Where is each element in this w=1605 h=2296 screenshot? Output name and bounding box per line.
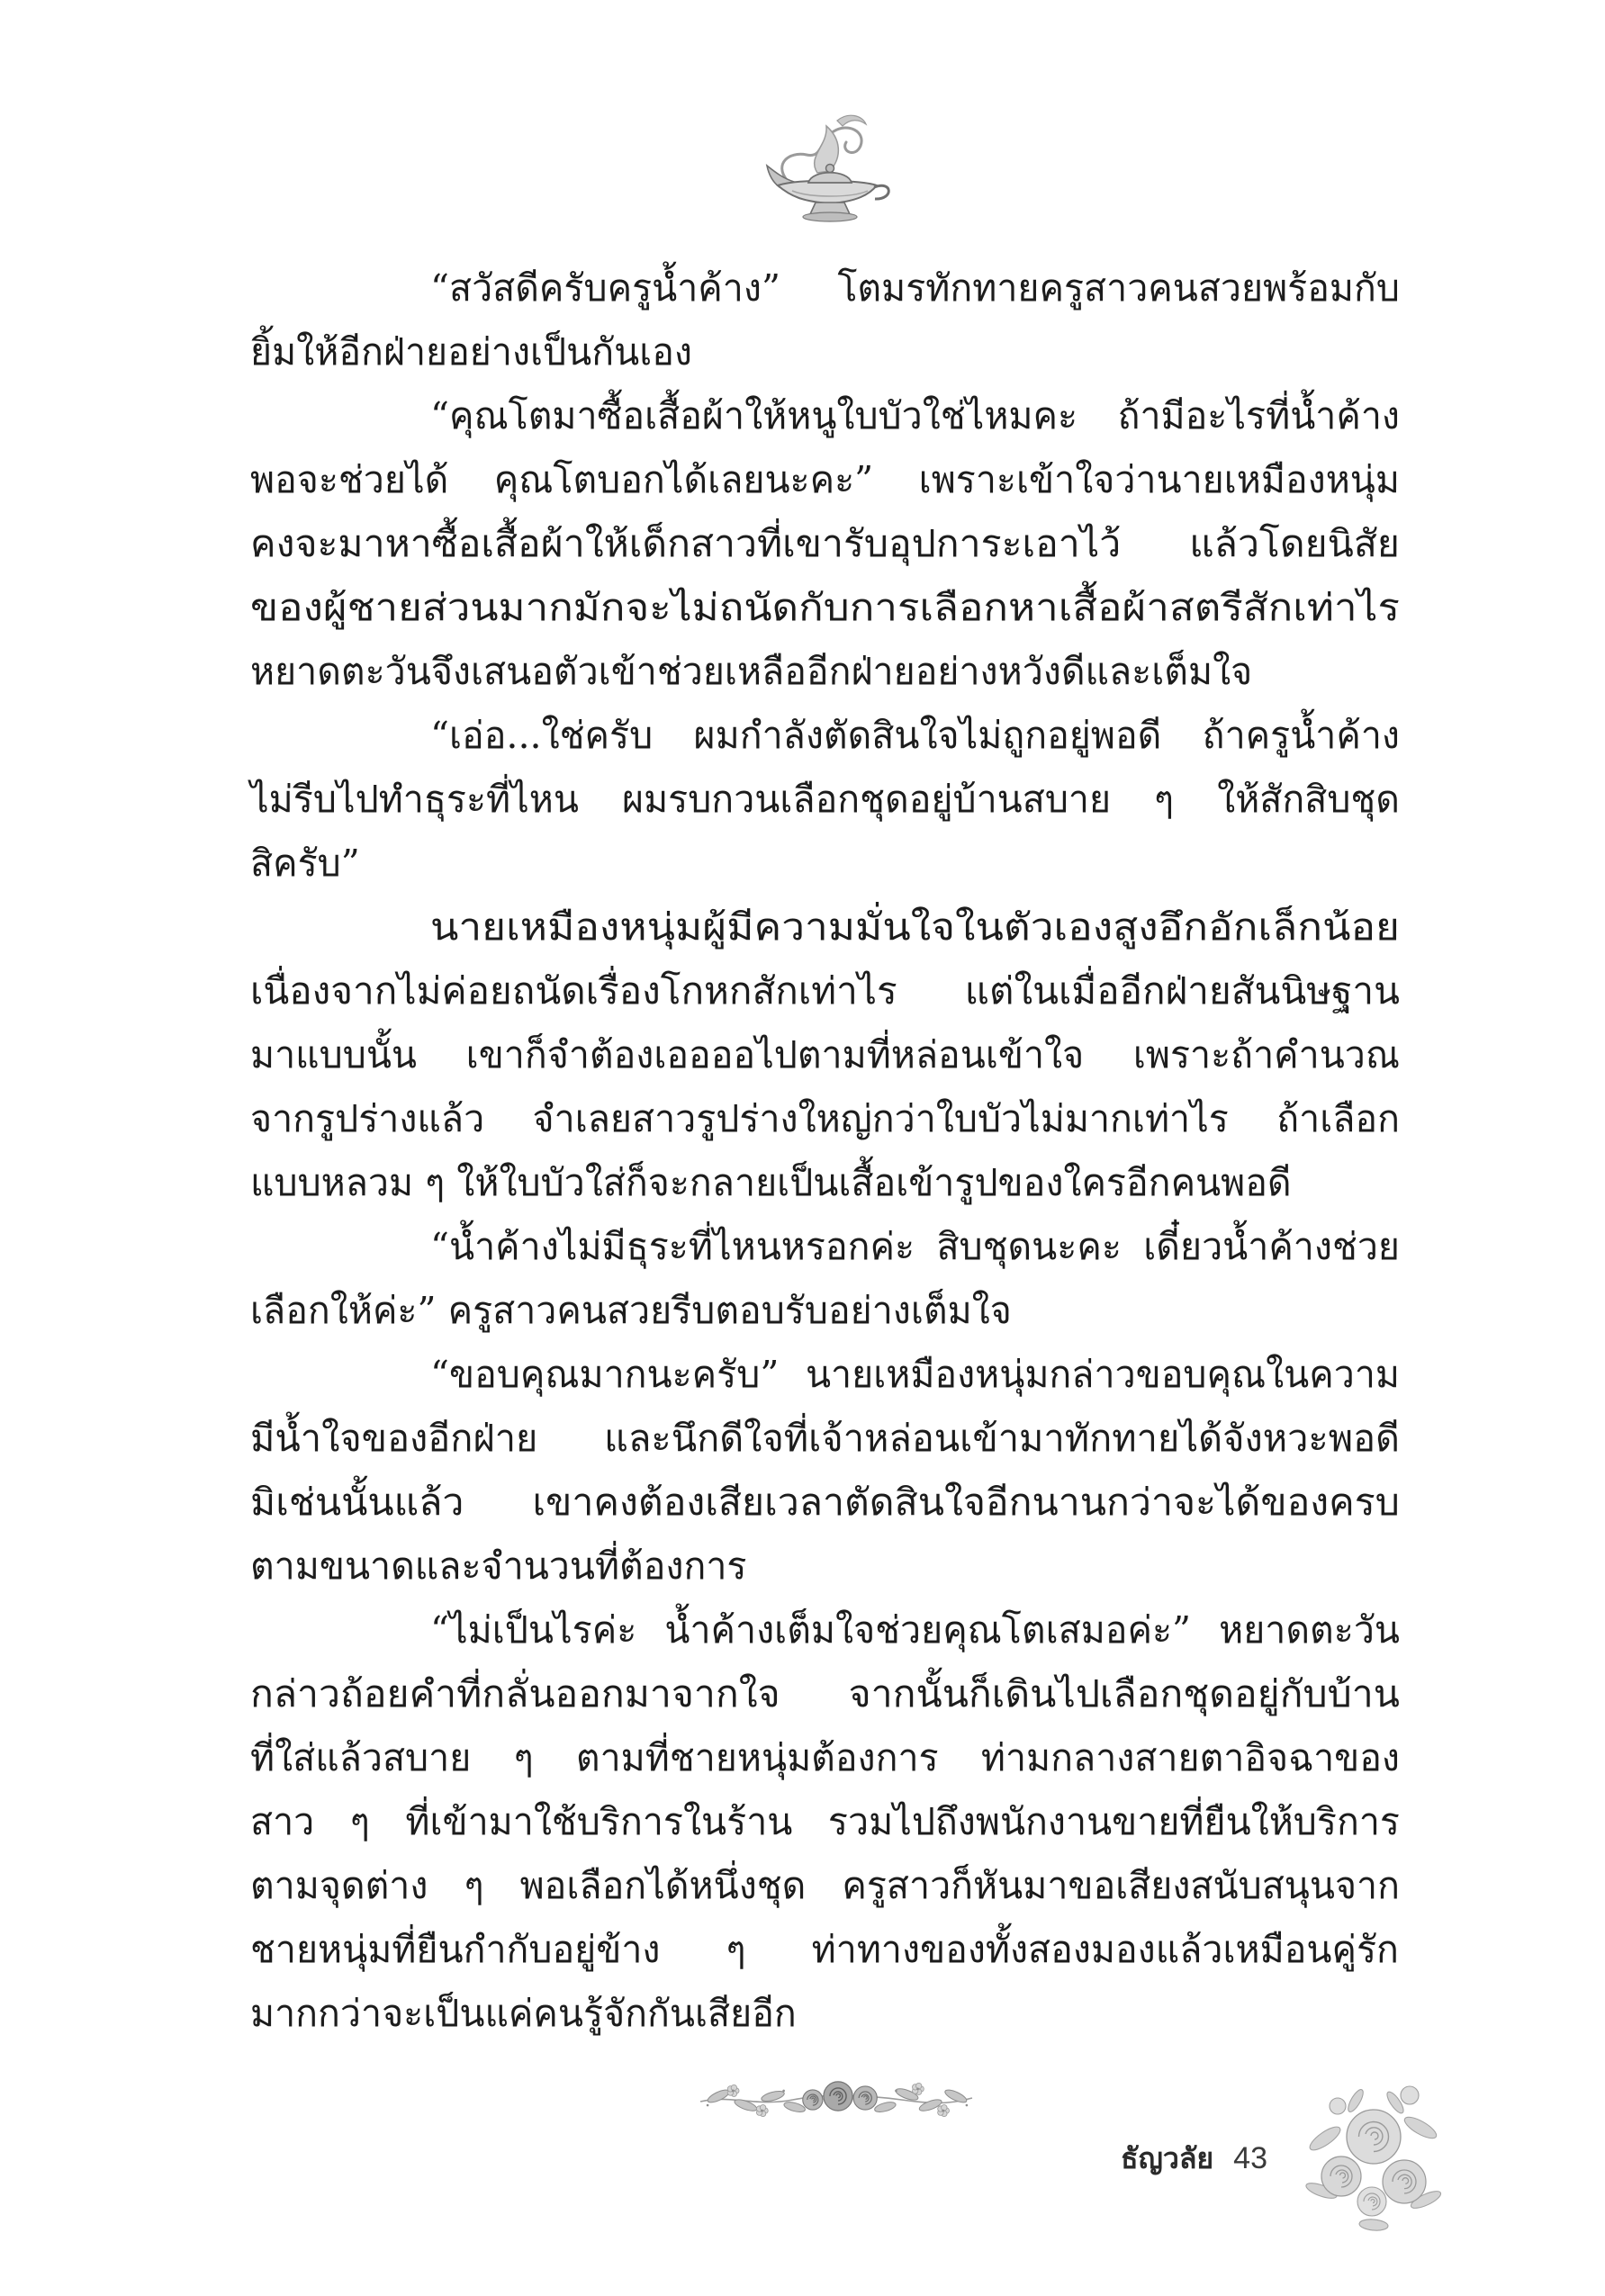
text-line-content: ยิ้มให้อีกฝ่ายอย่างเป็นกันเอง <box>250 330 692 374</box>
text-line <box>250 1535 1400 1598</box>
text-line <box>250 576 1400 640</box>
text-line-content: ที่ใส่แล้วสบาย ๆ ตามที่ชายหนุ่มต้องการ ท่ามกลางสายตาอิจฉาของ <box>250 1736 1400 1779</box>
rose-divider-icon <box>693 2068 979 2128</box>
text-line-content: “ขอบคุณมากนะครับ” นายเหมืองหนุ่มกล่าวขอบคุณในความ <box>430 1353 1400 1396</box>
text-line <box>250 448 1400 512</box>
paragraph <box>250 257 1400 384</box>
text-line-content: กล่าวถ้อยคำที่กลั่นออกมาจากใจ จากนั้นก็เดินไปเลือกชุดอยู่กับบ้าน <box>250 1672 1400 1715</box>
text-line <box>250 1471 1400 1535</box>
text-line <box>250 512 1400 576</box>
text-line-content: เนื่องจากไม่ค่อยถนัดเรื่องโกหกสักเท่าไร แต่ในเมื่ออีกฝ่ายสันนิษฐาน <box>250 969 1401 1013</box>
text-line <box>250 640 1400 704</box>
text-line-content: นายเหมืองหนุ่มผู้มีความมั่นใจในตัวเองสูงอึกอักเล็กน้อย <box>430 905 1400 949</box>
text-line <box>430 704 1400 768</box>
text-line <box>250 1087 1400 1151</box>
running-footer <box>1121 2138 1267 2178</box>
text-line-content: จากรูปร่างแล้ว จำเลยสาวรูปร่างใหญ่กว่าใบบัวไม่มากเท่าไร ถ้าเลือก <box>250 1097 1400 1140</box>
paragraph <box>250 704 1400 896</box>
oil-lamp-icon <box>765 108 896 227</box>
text-line <box>250 1023 1400 1087</box>
text-line-content: แบบหลวม ๆ ให้ใบบัวใส่ก็จะกลายเป็นเสื้อเข้ารูปของใครอีกคนพอดี <box>250 1161 1292 1204</box>
text-line <box>250 1279 1400 1343</box>
text-line-content: สาว ๆ ที่เข้ามาใช้บริการในร้าน รวมไปถึงพนักงานขายที่ยืนให้บริการ <box>250 1800 1400 1843</box>
text-line-content: “เอ่อ...ใช่ครับ ผมกำลังตัดสินใจไม่ถูกอยู่พอดี ถ้าครูน้ำค้าง <box>430 714 1400 757</box>
text-line <box>250 1982 1400 2046</box>
paragraph <box>250 1598 1400 2046</box>
text-line <box>430 384 1400 448</box>
text-line-content: สิครับ” <box>250 842 360 885</box>
text-line <box>250 832 1400 896</box>
text-line <box>250 959 1400 1023</box>
text-line-content: มาแบบนั้น เขาก็จำต้องเออออไปตามที่หล่อนเข้าใจ เพราะถ้าคำนวณ <box>250 1033 1400 1076</box>
text-line <box>430 1215 1400 1279</box>
text-line-content: เลือกให้ค่ะ” ครูสาวคนสวยรีบตอบรับอย่างเต็มใจ <box>250 1289 1012 1332</box>
text-line <box>250 1854 1400 1918</box>
footer-author-name: ธัญวลัย <box>1121 2141 1214 2175</box>
text-line <box>250 1662 1400 1726</box>
text-line-content: คงจะมาหาซื้อเสื้อผ้าให้เด็กสาวที่เขารับอุปการะเอาไว้ แล้วโดยนิสัย <box>250 522 1400 565</box>
text-line <box>250 320 1400 384</box>
text-line <box>430 896 1400 959</box>
text-line <box>430 1343 1400 1407</box>
text-line-content: มีน้ำใจของอีกฝ่าย และนึกดีใจที่เจ้าหล่อนเข้ามาทักทายได้จังหวะพอดี <box>250 1417 1401 1460</box>
text-line-content: “น้ำค้างไม่มีธุระที่ไหนหรอกค่ะ สิบชุดนะคะ เดี๋ยวน้ำค้างช่วย <box>430 1225 1400 1268</box>
text-line <box>250 768 1400 832</box>
paragraph <box>250 384 1400 704</box>
text-line-content: ไม่รีบไปทำธุระที่ไหน ผมรบกวนเลือกชุดอยู่บ้านสบาย ๆ ให้สักสิบชุด <box>250 778 1400 821</box>
text-line <box>250 1151 1400 1215</box>
paragraph <box>250 1343 1400 1598</box>
text-line-content: “คุณโตมาซื้อเสื้อผ้าให้หนูใบบัวใช่ไหมคะ ถ้ามีอะไรที่น้ำค้าง <box>430 394 1400 437</box>
page-number: 43 <box>1233 2141 1267 2175</box>
text-line-content: พอจะช่วยได้ คุณโตบอกได้เลยนะคะ” เพราะเข้าใจว่านายเหมืองหนุ่ม <box>250 458 1400 501</box>
text-line <box>430 257 1400 320</box>
text-line <box>250 1407 1400 1471</box>
text-line-content: ตามขนาดและจำนวนที่ต้องการ <box>250 1544 747 1588</box>
text-line-content: มิเช่นนั้นแล้ว เขาคงต้องเสียเวลาตัดสินใจอีกนานกว่าจะได้ของครบ <box>250 1481 1400 1524</box>
text-line-content: ของผู้ชายส่วนมากมักจะไม่ถนัดกับการเลือกหาเสื้อผ้าสตรีสักเท่าไร <box>250 586 1401 629</box>
paragraph <box>250 896 1400 1215</box>
text-line-content: ตามจุดต่าง ๆ พอเลือกได้หนึ่งชุด ครูสาวก็หันมาขอเสียงสนับสนุนจาก <box>250 1864 1400 1907</box>
text-line <box>430 1598 1400 1662</box>
text-line <box>250 1726 1400 1790</box>
rose-bouquet-icon <box>1305 2075 1442 2236</box>
text-line-content: มากกว่าจะเป็นแค่คนรู้จักกันเสียอีก <box>250 1992 797 2035</box>
paragraph <box>250 1215 1400 1343</box>
text-line-content: “ไม่เป็นไรค่ะ น้ำค้างเต็มใจช่วยคุณโตเสมอค่ะ” หยาดตะวัน <box>430 1608 1400 1652</box>
text-line <box>250 1790 1400 1854</box>
body-text <box>250 257 1400 2046</box>
text-line-content: ชายหนุ่มที่ยืนกำกับอยู่ข้าง ๆ ท่าทางของทั้งสองมองแล้วเหมือนคู่รัก <box>250 1928 1399 1971</box>
text-line-content: “สวัสดีครับครูน้ำค้าง” โตมรทักทายครูสาวคนสวยพร้อมกับ <box>430 266 1400 310</box>
text-line <box>250 1918 1400 1982</box>
text-line-content: หยาดตะวันจึงเสนอตัวเข้าช่วยเหลืออีกฝ่ายอย่างหวังดีและเต็มใจ <box>250 650 1253 693</box>
